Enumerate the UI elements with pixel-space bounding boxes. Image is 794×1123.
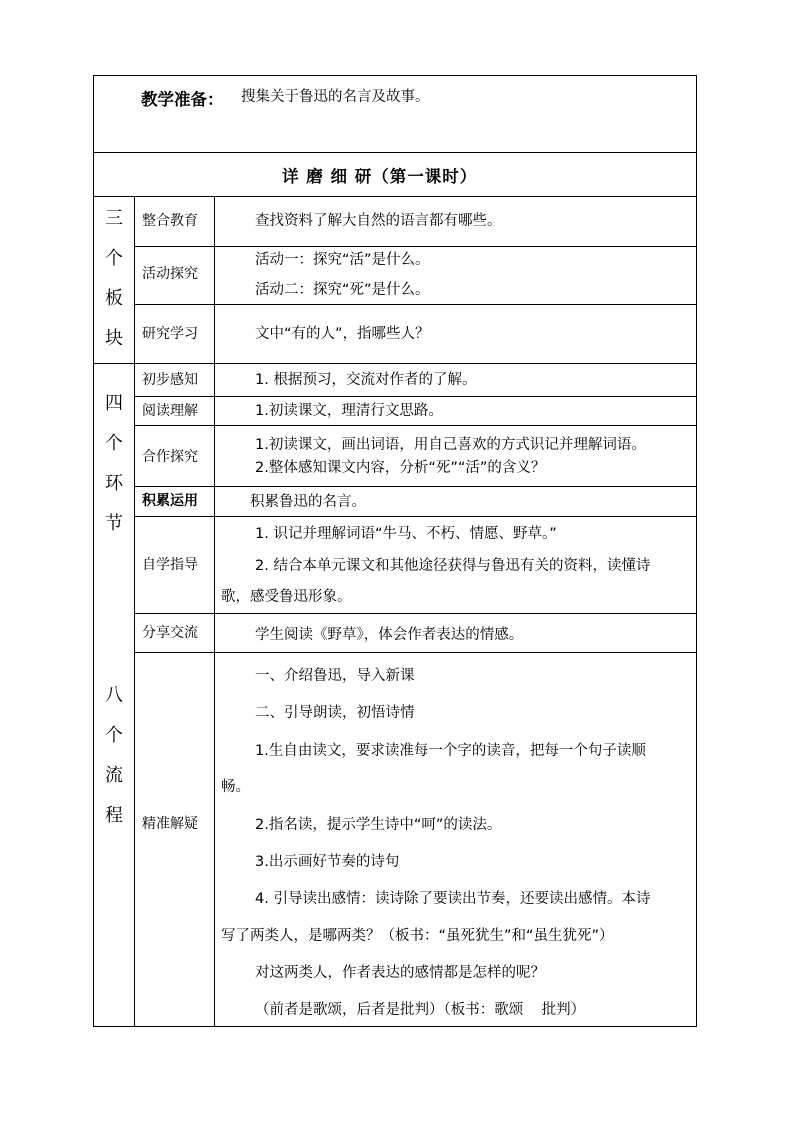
row-content-line: 歌，感受鲁迅形象。: [221, 589, 352, 605]
row-label-cooperative-inquiry: 合作探究: [142, 449, 198, 465]
row-content-line: 积累鲁迅的名言。: [250, 494, 366, 510]
table-border-top: [93, 75, 697, 76]
group-char: 个: [105, 433, 123, 454]
row-label-self-study-guide: 自学指导: [142, 557, 198, 573]
group-char: 个: [105, 725, 123, 746]
row-line: [134, 613, 697, 614]
divider-side-column: [134, 196, 135, 1026]
row-label-integrated-education: 整合教育: [142, 213, 198, 229]
row-content-line: 4. 引导读出感情：读诗除了要读出节奏，还要读出感情。本诗: [255, 891, 651, 907]
group-char: 四: [105, 393, 123, 414]
row-content-line: 2.指名读，提示学生诗中“呵”的读法。: [255, 817, 502, 833]
row-content-line: 1.初读课文，画出词语，用自己喜欢的方式识记并理解词语。: [255, 437, 646, 453]
group-char: 节: [105, 513, 123, 534]
row-label-research-study: 研究学习: [142, 326, 198, 342]
row-line: [134, 425, 697, 426]
row-line: [134, 486, 697, 487]
row-content-line: 对这两类人，作者表达的感情都是怎样的呢？: [255, 965, 545, 981]
row-content-line: 学生阅读《野草》，体会作者表达的情感。: [255, 627, 524, 643]
row-content-line: 2.整体感知课文内容，分析“死”“活”的含义？: [255, 460, 546, 476]
row-line: [134, 304, 697, 305]
divider-prep: [93, 152, 697, 153]
group-char: 流: [105, 765, 123, 786]
row-line: [134, 246, 697, 247]
row-line: [134, 652, 697, 653]
prep-label: 教学准备：: [141, 90, 224, 109]
row-content-line: 写了两类人，是哪两类？（板书：“虽死犹生”和“虽生犹死”）: [221, 928, 614, 944]
row-line: [134, 516, 697, 517]
table-border-right: [696, 75, 697, 1027]
divider-label-column: [214, 196, 215, 1026]
row-content-line: 畅。: [221, 779, 250, 795]
row-content-line: （前者是歌颂，后者是批判）（板书：歌颂 批判）: [255, 1002, 586, 1018]
prep-text: 搜集关于鲁迅的名言及故事。: [241, 89, 430, 105]
row-content-line: 1. 根据预习，交流对作者的了解。: [255, 372, 477, 388]
row-content-line: 1. 识记并理解词语“牛马、不朽、情愿、野草。”: [255, 526, 557, 542]
group-char: 三: [105, 208, 123, 229]
group-char: 板: [105, 288, 123, 309]
row-content-line: 3.出示画好节奏的诗句: [255, 854, 400, 870]
row-label-sharing-exchange: 分享交流: [142, 625, 198, 641]
row-label-reading-comprehension: 阅读理解: [142, 403, 198, 419]
group-char: 程: [105, 805, 123, 826]
section-title: 详 磨 细 研（第一课时）: [282, 167, 478, 186]
row-content-line: 1.生自由读文，要求读准每一个字的读音，把每一个句子读顺: [255, 743, 646, 759]
group-label-three-blocks: [94, 208, 134, 368]
row-content-line: 活动一：探究“活”是什么。: [255, 252, 430, 268]
divider-title: [93, 196, 697, 197]
group-char: 个: [105, 248, 123, 269]
row-content-line: 一、介绍鲁迅，导入新课: [255, 668, 415, 684]
divider-group1: [93, 363, 697, 364]
row-content-line: 活动二：探究“死”是什么。: [255, 282, 430, 298]
group-char: 块: [105, 328, 123, 349]
group-label-four-steps: [94, 393, 134, 553]
row-line: [134, 396, 697, 397]
group-char: 环: [105, 473, 123, 494]
row-content-line: 文中“有的人”，指哪些人？: [255, 326, 430, 342]
row-label-precise-explanation: 精准解疑: [142, 816, 198, 832]
table-border-bottom: [93, 1026, 697, 1027]
row-label-accumulation-use: 积累运用: [142, 493, 198, 509]
row-label-activity-exploration: 活动探究: [142, 266, 198, 282]
row-label-initial-perception: 初步感知: [142, 372, 198, 388]
group-label-eight-processes: [94, 685, 134, 845]
row-content-line: 查找资料了解大自然的语言都有哪些。: [255, 213, 502, 229]
row-content-line: 二、引导朗读，初悟诗情: [255, 705, 415, 721]
row-content-line: 1.初读课文，理清行文思路。: [255, 403, 443, 419]
group-char: 八: [105, 685, 123, 706]
row-content-line: 2. 结合本单元课文和其他途径获得与鲁迅有关的资料，读懂诗: [255, 558, 651, 574]
